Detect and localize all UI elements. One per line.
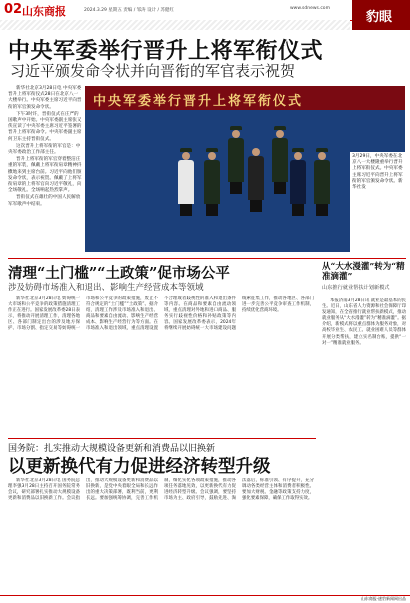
story1-paragraph: 这次晋升上将军衔的军官是：中央军委政治工作部主任。: [8, 143, 81, 156]
photo-banner-text: 中央军委举行晋升上将军衔仪式: [93, 94, 304, 109]
sidebar-headline: 从“大水漫灌”转为“精准滴灌”: [322, 262, 405, 282]
story1-body: [8, 86, 82, 209]
sidebar-paragraph: 本报济南3月28日讯 就业是最基本的民生。近日，山东省人力资源和社会保障厅印发通知，在全省推行就业帮扶新模式，推动就业服务从“大水漫灌”转为“精准滴灌”。据介绍，新模式将以重点群体为服务对象，对高校毕业生、农民工、就业困难人员等群体开展分类帮扶，建立实名制台账，提供“一对一”精准就业服务。: [322, 298, 406, 346]
section-divider: [8, 438, 316, 439]
story3-paragraph: 新华社北京3月28日电 国务院总理李强3月28日主持召开国务院常务会议，研究部署扎实推动大规模设备更新和消费品以旧换新工作。会议指出，推动大规模设备更新和消费品以旧换新，是党中央着眼全局和长远作出的重大决策部署，既利当前，更利长远。要加强统筹协调，完善工作机制，细化实化各项政策措施，推动各项任务落地见效，以更新换代有力促进经济转型升级。会议强调，要坚持市场为主、政府引导，鼓励先进、淘汰落后，标准引领、有序提升，充分调动各类经营主体和消费者积极性。要加大财税、金融等政策支持力度，强化要素保障，确保工作取得实效。: [8, 478, 314, 502]
footer-text: 山东商报·速豹新闻网出品: [360, 596, 406, 601]
date-line: 2024.3.29 星期五 责编 / 邹涛 设计 / 苏健红: [84, 8, 174, 13]
paper-name: 山东商报: [22, 5, 66, 18]
sidebar-body: [322, 298, 406, 590]
section-tag: 豹眼: [366, 10, 393, 25]
story2-headline: 清理“土门槛”“土政策”促市场公平: [8, 265, 230, 282]
story2-body: [8, 296, 314, 436]
story2-paragraph: 新华社北京3月28日电 妨碍统一大市场和公平竞争的政策措施清理工作正在进行。国家发展改革委28日表示，将推动开展清理工作，清理各地区、各部门制定出台的涉及地方保护、市场分割、指定交易等妨碍统一市场和公平竞争的政策措施，废止不符合规定的“土门槛”“土政策”。据介绍，清理工作涉及市场准入和退出、商品和要素自由流动、影响生产经营成本、影响生产经营行为等方面。在市场准入和退出领域，重点清理设置不合理或者歧视性的准入和退出条件等内容。在商品和要素自由流动领域，重点清理对外地和进口商品、服务实行歧视性价格和补贴政策等内容。国家发展改革委表示，2024年将继续开展妨碍统一大市场建设问题线索征集工作，推动各地区、各部门进一步完善公平竞争审查工作机制，持续优化营商环境。: [8, 296, 314, 332]
story1-subhead: 习近平颁发命令状并向晋衔的军官表示祝贺: [10, 62, 296, 80]
story3-kicker: 国务院：扎实推动大规模设备更新和消费品以旧换新: [8, 444, 216, 454]
person-figure: [177, 148, 195, 216]
person-figure: [271, 126, 289, 194]
person-figure: [203, 148, 221, 216]
photo-caption: 3月29日，中央军委在北京八一大楼隆重举行晋升上将军衔仪式。中央军委主席习近平向晋升上将军衔的军官颁发命令状。新华社发: [350, 152, 408, 252]
story2-subhead: 涉及妨碍市场准入和退出、影响生产经营成本等领域: [8, 283, 204, 293]
website: www.sdnews.com: [290, 6, 330, 11]
sidebar-subhead: 山东推行就业帮扶计划新模式: [322, 285, 390, 291]
sidebar-story: [322, 262, 406, 291]
story1-paragraph: 下午3时许，晋衔仪式在庄严的国歌声中开始。中央军委副主席张又侠宣读了中央军委主席习近平签署的晋升上将军衔命令。中央军委副主席何卫东主持晋衔仪式。: [8, 111, 82, 142]
story3-body: [8, 478, 314, 592]
story1-paragraph: 晋衔仪式在雄壮的中国人民解放军军歌声中结束。: [8, 195, 81, 207]
story3-headline: 以更新换代有力促进经济转型升级: [8, 457, 271, 477]
person-figure: [289, 148, 307, 216]
page-number: 02: [4, 2, 23, 17]
story1-headline: 中央军委举行晋升上将军衔仪式: [8, 38, 324, 64]
section-divider: [8, 258, 406, 259]
story1-paragraph: 晋升上将军衔的军官穿着整洁庄重的军装，佩戴上将军衔肩章精神抖擞地来到主席台前。习近平向他们颁发命令状，表示祝贺。佩戴了上将军衔肩章的上将军官向习近平敬礼，向全场敬礼。全场响起热烈掌声。: [8, 157, 82, 194]
story1-paragraph: 新华社北京3月28日电 中央军委晋升上将军衔仪式28日在北京八一大楼举行。中央军委主席习近平向晋衔的军官颁发命令状。: [8, 86, 82, 110]
person-figure: [247, 148, 265, 212]
person-figure: [227, 126, 245, 194]
decorative-pattern: [0, 20, 350, 30]
person-figure: [313, 148, 331, 216]
